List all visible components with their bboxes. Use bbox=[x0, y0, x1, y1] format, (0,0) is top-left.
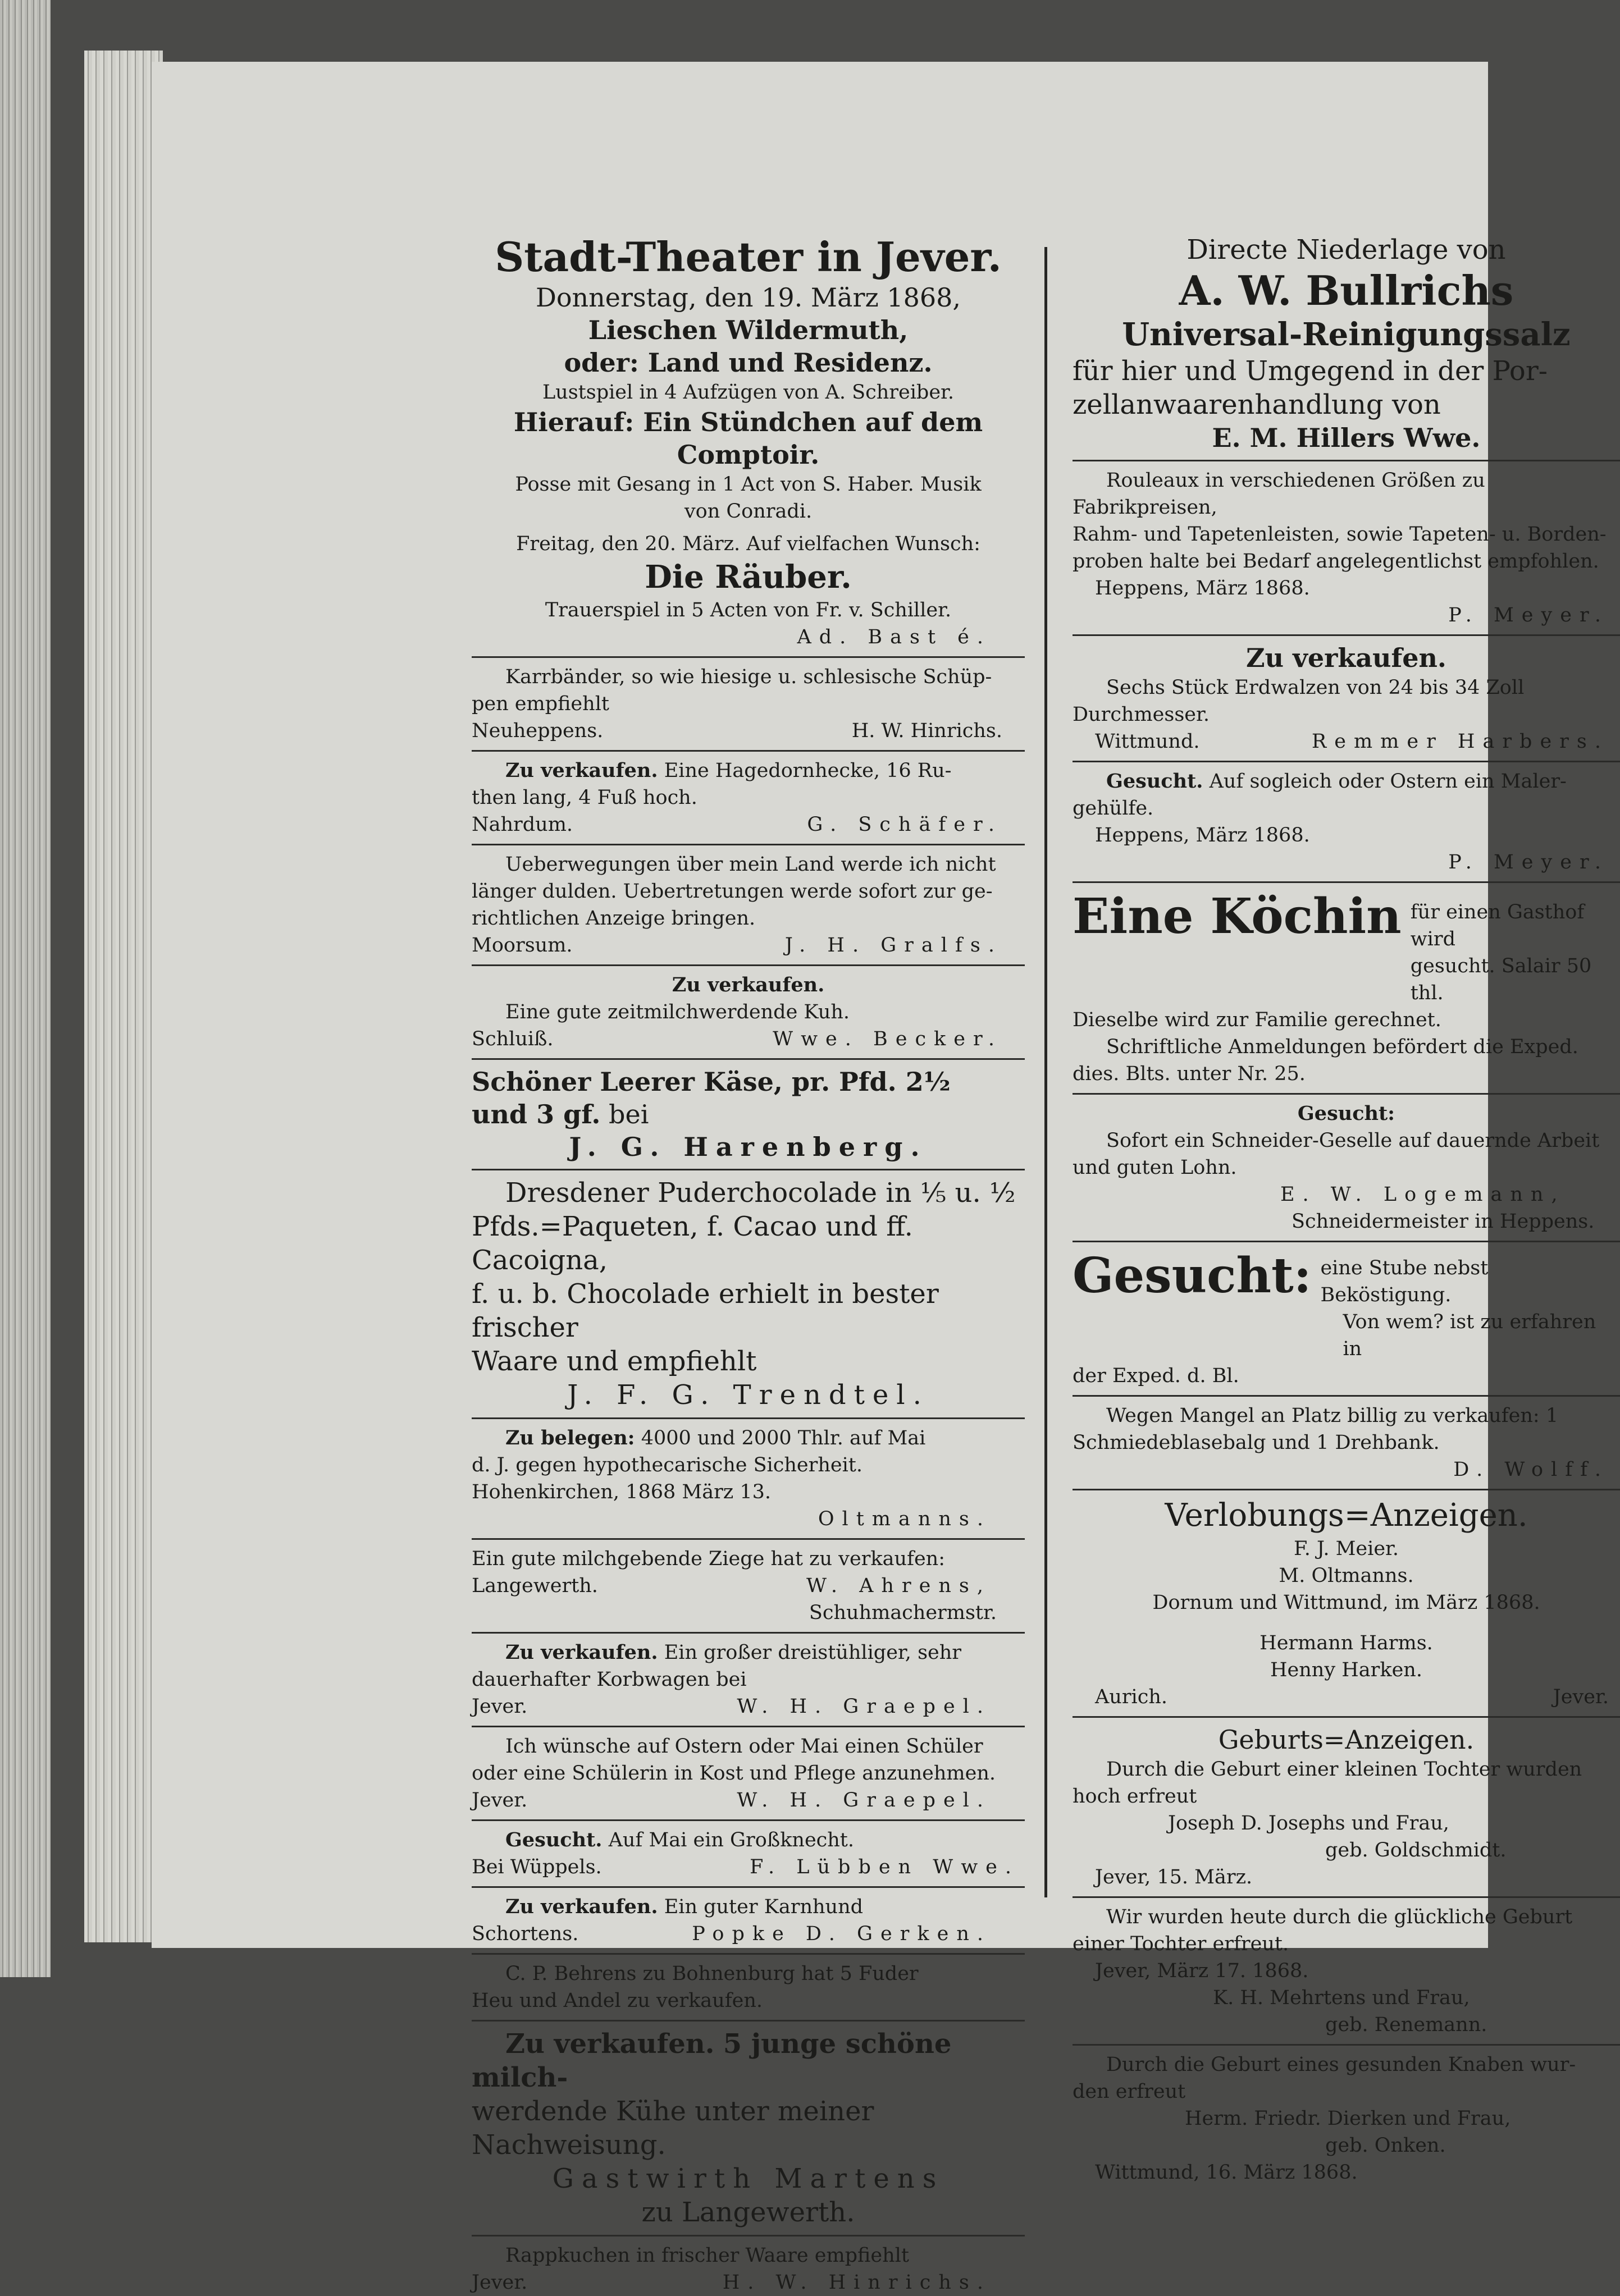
ad-signature: Popke D. Gerken. bbox=[692, 1923, 991, 1945]
ad-place: Jever. bbox=[472, 2271, 528, 2294]
ad-heading: Zu verkaufen. bbox=[672, 973, 825, 996]
divider-rule bbox=[472, 1538, 1025, 1540]
theater-title: Stadt-Theater in Jever. bbox=[495, 233, 1002, 281]
theater-play-3-desc: Trauerspiel in 5 Acten von Fr. v. Schiller. bbox=[545, 599, 952, 621]
ad-text: Durchmesser. bbox=[1073, 703, 1210, 726]
ad-text: Auf Mai ein Großknecht. bbox=[608, 1829, 854, 1851]
ad-signature: H. W. Hinrichs. bbox=[722, 2271, 991, 2294]
belegen-ad bbox=[472, 1425, 1025, 1533]
theater-play-3: Die Räuber. bbox=[645, 559, 852, 596]
ad-place: Bei Wüppels. bbox=[472, 1856, 602, 1878]
ad-signature: J. H. Gralfs. bbox=[784, 934, 1002, 957]
ad-text: 4000 und 2000 Thlr. auf Mai bbox=[641, 1427, 926, 1449]
theater-ad bbox=[472, 233, 1025, 651]
ad-signature-sub: geb. Onken. bbox=[1325, 2134, 1446, 2157]
ad-text: pen empfiehlt bbox=[472, 693, 609, 715]
ad-text: Heu und Andel zu verkaufen. bbox=[472, 1989, 763, 2012]
ad-heading: Zu verkaufen. bbox=[505, 759, 658, 782]
ad-text: für hier und Umgegend in der Por- bbox=[1073, 355, 1548, 387]
ad-text: Wir wurden heute durch die glückliche Geburt bbox=[1106, 1906, 1573, 1928]
ad-text: dauerhafter Korbwagen bei bbox=[472, 1668, 747, 1691]
divider-rule bbox=[1073, 1395, 1620, 1397]
divider-rule bbox=[1073, 634, 1620, 636]
ad-text: Dieselbe wird zur Familie gerechnet. bbox=[1073, 1009, 1441, 1031]
left-column bbox=[472, 233, 1025, 2296]
ad-heading: Geburts=Anzeigen. bbox=[1218, 1725, 1475, 1755]
ad-text: oder eine Schülerin in Kost und Pflege anzunehmen. bbox=[472, 1762, 996, 1785]
divider-rule bbox=[472, 1632, 1025, 1634]
ad-text: und 3 gf. bbox=[472, 1099, 601, 1129]
ad-signature: H. W. Hinrichs. bbox=[851, 720, 1002, 742]
erdwalzen-ad bbox=[1073, 642, 1620, 755]
divider-rule bbox=[472, 1819, 1025, 1821]
ad-heading: Zu belegen: bbox=[505, 1426, 635, 1449]
bullrich-ad bbox=[1073, 233, 1620, 454]
ad-text: gesucht. Salair 50 thl. bbox=[1410, 955, 1592, 1004]
ad-signature-sub: Schneidermeister in Heppens. bbox=[1292, 1210, 1595, 1233]
ad-text: Dresdener Puderchocolade in ⅕ u. ½ bbox=[505, 1177, 1016, 1209]
theater-signature: Ad. Bast é. bbox=[797, 626, 991, 648]
rouleaux-ad bbox=[1073, 467, 1620, 629]
ad-text: proben halte bei Bedarf angelegentlichst empfohlen. bbox=[1073, 550, 1599, 573]
ad-signature: J. G. Harenberg. bbox=[569, 1132, 928, 1162]
ad-place: Wittmund, 16. März 1868. bbox=[1095, 2161, 1358, 2184]
verlobung-ad bbox=[1073, 1496, 1620, 1710]
ad-heading: Zu verkaufen. bbox=[505, 1641, 658, 1664]
ad-name: F. J. Meier. bbox=[1293, 1538, 1399, 1560]
ad-text: Ein großer dreistühliger, sehr bbox=[664, 1641, 962, 1664]
ad-signature: P. Meyer. bbox=[1448, 851, 1609, 873]
ad-signature-sub: geb. Renemann. bbox=[1325, 2014, 1487, 2036]
ad-place: Heppens, März 1868. bbox=[1095, 577, 1310, 600]
ad-signature: K. H. Mehrtens und Frau, bbox=[1213, 1987, 1470, 2009]
divider-rule bbox=[1073, 1093, 1620, 1095]
ad-text: Rappkuchen in frischer Waare empfiehlt bbox=[505, 2244, 909, 2267]
ad-text: Ein gute milchgebende Ziege hat zu verkaufen: bbox=[472, 1548, 946, 1570]
divider-rule bbox=[1073, 1489, 1620, 1490]
ad-signature: J. F. G. Trendtel. bbox=[567, 1379, 929, 1411]
page-edge-left bbox=[0, 0, 51, 1977]
ad-text: den erfreut bbox=[1073, 2080, 1186, 2103]
ad-signature: F. Lübben Wwe. bbox=[750, 1856, 1019, 1878]
ad-place: Jever. bbox=[1553, 1686, 1609, 1708]
ad-signature: D. Wolff. bbox=[1453, 1458, 1609, 1481]
chocolade-ad bbox=[472, 1176, 1025, 1412]
heu-ad bbox=[472, 1960, 1025, 2014]
ad-text: richtlichen Anzeige bringen. bbox=[472, 907, 756, 930]
divider-rule bbox=[472, 750, 1025, 752]
ad-place: Hohenkirchen, 1868 März 13. bbox=[472, 1481, 772, 1503]
ad-text: und guten Lohn. bbox=[1073, 1156, 1237, 1179]
ad-signature: G. Schäfer. bbox=[807, 813, 1002, 836]
geburt-ad bbox=[1073, 1723, 1620, 2186]
divider-rule bbox=[1073, 881, 1620, 883]
ad-signature: Remmer Harbers. bbox=[1311, 730, 1609, 753]
ad-place: Schluiß. bbox=[472, 1028, 554, 1050]
ad-place: Schortens. bbox=[472, 1923, 579, 1945]
ad-signature: W. H. Graepel. bbox=[737, 1695, 991, 1718]
divider-rule bbox=[1073, 460, 1620, 461]
ad-signature: Gastwirth Martens bbox=[552, 2163, 944, 2194]
theater-play-2: Hierauf: Ein Stündchen auf dem Comptoir. bbox=[513, 407, 983, 470]
theater-play-1-desc: Lustspiel in 4 Aufzügen von A. Schreiber. bbox=[542, 381, 955, 404]
ad-heading: Gesucht. bbox=[1106, 770, 1203, 793]
ad-text: eine Stube nebst Beköstigung. bbox=[1320, 1257, 1489, 1306]
theater-play-1-sub: oder: Land und Residenz. bbox=[564, 347, 933, 378]
ad-place: Moorsum. bbox=[472, 934, 573, 957]
ad-text: Eine gute zeitmilchwerdende Kuh. bbox=[505, 1001, 850, 1023]
knecht-ad bbox=[472, 1827, 1025, 1881]
ad-signature-sub: geb. Goldschmidt. bbox=[1325, 1839, 1507, 1862]
ad-heading: Gesucht. bbox=[505, 1828, 603, 1851]
divider-rule bbox=[1073, 2044, 1620, 2046]
ad-place: Dornum und Wittmund, im März 1868. bbox=[1152, 1591, 1540, 1614]
land-ad bbox=[472, 851, 1025, 959]
ad-place: Wittmund. bbox=[1095, 730, 1200, 753]
karr-ad bbox=[472, 664, 1025, 744]
divider-rule bbox=[1073, 1716, 1620, 1718]
ad-heading: Zu verkaufen. bbox=[505, 1895, 658, 1918]
ziege-ad bbox=[472, 1545, 1025, 1626]
ad-text: Rahm- und Tapetenleisten, sowie Tapeten- u. Borden- bbox=[1073, 523, 1607, 546]
ad-text: Sofort ein Schneider-Geselle auf dauernde Arbeit bbox=[1106, 1129, 1600, 1152]
kuh-ad bbox=[472, 972, 1025, 1053]
korbwagen-ad bbox=[472, 1639, 1025, 1720]
divider-rule bbox=[472, 1726, 1025, 1727]
divider-rule bbox=[472, 1417, 1025, 1419]
ad-heading: Zu verkaufen. bbox=[1246, 643, 1446, 673]
stube-ad bbox=[1073, 1248, 1620, 1389]
ad-heading: Gesucht: bbox=[1297, 1102, 1395, 1125]
maler-ad bbox=[1073, 768, 1620, 876]
ad-place: Heppens, März 1868. bbox=[1095, 824, 1310, 847]
divider-rule bbox=[472, 964, 1025, 966]
divider-rule bbox=[472, 2020, 1025, 2021]
ad-place: Jever. bbox=[472, 1695, 528, 1718]
ad-signature: P. Meyer. bbox=[1448, 604, 1609, 626]
ad-text: Von wem? ist zu erfahren in bbox=[1343, 1311, 1596, 1360]
ad-place: Jever. bbox=[472, 1789, 528, 1812]
ad-signature: E. M. Hillers Wwe. bbox=[1212, 423, 1481, 453]
ad-signature: W. Ahrens, bbox=[806, 1575, 991, 1597]
ad-text: bei bbox=[609, 1099, 649, 1129]
ad-text: Sechs Stück Erdwalzen von 24 bis 34 Zoll bbox=[1106, 676, 1525, 699]
ad-text: C. P. Behrens zu Bohnenburg hat 5 Fuder bbox=[505, 1963, 919, 1985]
theater-date-1: Donnerstag, den 19. März 1868, bbox=[535, 282, 961, 313]
ad-text: Directe Niederlage von bbox=[1187, 234, 1506, 266]
kuehe-ad bbox=[472, 2027, 1025, 2229]
ad-place: Jever, 15. März. bbox=[1095, 1866, 1253, 1888]
ad-signature: Oltmanns. bbox=[818, 1508, 991, 1530]
ad-text: Schriftliche Anmeldungen befördert die Exped. bbox=[1106, 1036, 1578, 1058]
ad-text: Rouleaux in verschiedenen Größen zu Fabrikpreisen, bbox=[1073, 469, 1485, 519]
ad-text: gehülfe. bbox=[1073, 797, 1154, 820]
ad-name: Henny Harken. bbox=[1270, 1659, 1422, 1681]
divider-rule bbox=[472, 1953, 1025, 1955]
ad-heading: Gesucht: bbox=[1073, 1247, 1312, 1304]
theater-play-2-desc-1: Posse mit Gesang in 1 Act von S. Haber. Musik bbox=[515, 473, 982, 496]
ad-name: Hermann Harms. bbox=[1260, 1632, 1433, 1654]
ad-name: M. Oltmanns. bbox=[1279, 1565, 1414, 1587]
ad-signature-sub: Schuhmachermstr. bbox=[809, 1602, 997, 1624]
divider-rule bbox=[472, 656, 1025, 658]
hecke-ad bbox=[472, 757, 1025, 838]
divider-rule bbox=[1073, 1241, 1620, 1242]
right-column bbox=[1073, 233, 1620, 2186]
schueler-ad bbox=[472, 1733, 1025, 1814]
ad-text: d. J. gegen hypothecarische Sicherheit. bbox=[472, 1454, 863, 1476]
ad-text: hoch erfreut bbox=[1073, 1785, 1197, 1808]
ad-text: Eine Hagedornhecke, 16 Ru- bbox=[664, 760, 952, 782]
divider-rule bbox=[472, 1886, 1025, 1888]
ad-text: Auf sogleich oder Ostern ein Maler- bbox=[1209, 770, 1567, 793]
theater-play-1: Lieschen Wildermuth, bbox=[588, 315, 909, 345]
divider-rule bbox=[472, 844, 1025, 845]
ad-text: Waare und empfiehlt bbox=[472, 1346, 757, 1377]
ad-text: länger dulden. Uebertretungen werde sofort zur ge- bbox=[472, 880, 993, 903]
ad-text: Wegen Mangel an Platz billig zu verkaufen: 1 bbox=[1106, 1405, 1559, 1427]
ad-heading: Schöner Leerer Käse, pr. Pfd. 2½ bbox=[472, 1067, 951, 1097]
ad-text: then lang, 4 Fuß hoch. bbox=[472, 786, 697, 809]
ad-text: Ueberwegungen über mein Land werde ich nicht bbox=[505, 853, 996, 876]
divider-rule bbox=[472, 2235, 1025, 2236]
ad-place: Nahrdum. bbox=[472, 813, 573, 836]
ad-signature: Herm. Friedr. Dierken und Frau, bbox=[1185, 2107, 1511, 2130]
ad-text: Durch die Geburt eines gesunden Knaben wur- bbox=[1106, 2053, 1576, 2076]
theater-play-2-desc-2: von Conradi. bbox=[684, 500, 813, 523]
page-stack-edge bbox=[84, 51, 163, 1942]
ad-place: Aurich. bbox=[1095, 1686, 1168, 1708]
ad-text: zellanwaarenhandlung von bbox=[1073, 389, 1441, 420]
kaese-ad bbox=[472, 1065, 1025, 1163]
ad-text: f. u. b. Chocolade erhielt in bester frischer bbox=[472, 1278, 939, 1343]
ad-text: der Exped. d. Bl. bbox=[1073, 1365, 1239, 1387]
column-divider bbox=[1044, 247, 1047, 1897]
ad-signature: E. W. Logemann, bbox=[1280, 1183, 1566, 1206]
divider-rule bbox=[472, 1169, 1025, 1170]
ad-text: Ich wünsche auf Ostern oder Mai einen Schüler bbox=[505, 1735, 983, 1758]
ad-signature: W. H. Graepel. bbox=[737, 1789, 991, 1812]
divider-rule bbox=[472, 1058, 1025, 1060]
ad-text: Durch die Geburt einer kleinen Tochter wurden bbox=[1106, 1758, 1582, 1781]
ad-text: Ein guter Karnhund bbox=[664, 1896, 864, 1918]
ad-heading: Verlobungs=Anzeigen. bbox=[1165, 1497, 1528, 1534]
theater-date-2: Freitag, den 20. März. Auf vielfachen Wunsch: bbox=[516, 533, 980, 555]
ad-place: Langewerth. bbox=[472, 1575, 598, 1597]
ad-heading: A. W. Bullrichs bbox=[1179, 267, 1514, 314]
divider-rule bbox=[1073, 761, 1620, 762]
ad-text: werdende Kühe unter meiner Nachweisung. bbox=[472, 2096, 874, 2161]
ad-place: Jever, März 17. 1868. bbox=[1095, 1960, 1309, 1982]
ad-text: 5 junge schöne milch- bbox=[472, 2028, 952, 2093]
ad-place: Neuheppens. bbox=[472, 720, 604, 742]
ad-signature: Joseph D. Josephs und Frau, bbox=[1168, 1812, 1449, 1835]
ad-heading: Zu verkaufen. bbox=[505, 2028, 715, 2060]
ad-text: Karrbänder, so wie hiesige u. schlesische Schüp- bbox=[505, 666, 992, 688]
platz-ad bbox=[1073, 1402, 1620, 1483]
ad-signature: Wwe. Becker. bbox=[773, 1028, 1002, 1050]
ad-text: Pfds.=Paqueten, f. Cacao und ff. Cacoigna, bbox=[472, 1211, 913, 1276]
ad-text: für einen Gasthof wird bbox=[1410, 901, 1585, 950]
newspaper-page bbox=[152, 62, 1609, 2294]
ad-text: Schmiedeblasebalg und 1 Drehbank. bbox=[1073, 1431, 1440, 1454]
ad-signature-sub: zu Langewerth. bbox=[641, 2197, 855, 2228]
divider-rule bbox=[1073, 1896, 1620, 1898]
schneider-ad bbox=[1073, 1100, 1620, 1235]
ad-text: einer Tochter erfreut. bbox=[1073, 1933, 1289, 1955]
karnhund-ad bbox=[472, 1893, 1025, 1947]
ad-text: dies. Blts. unter Nr. 25. bbox=[1073, 1063, 1306, 1085]
ad-heading: Universal-Reinigungssalz bbox=[1122, 316, 1571, 353]
ad-heading: Eine Köchin bbox=[1073, 888, 1402, 945]
rapp-ad bbox=[472, 2242, 1025, 2296]
koechin-ad bbox=[1073, 889, 1620, 1087]
